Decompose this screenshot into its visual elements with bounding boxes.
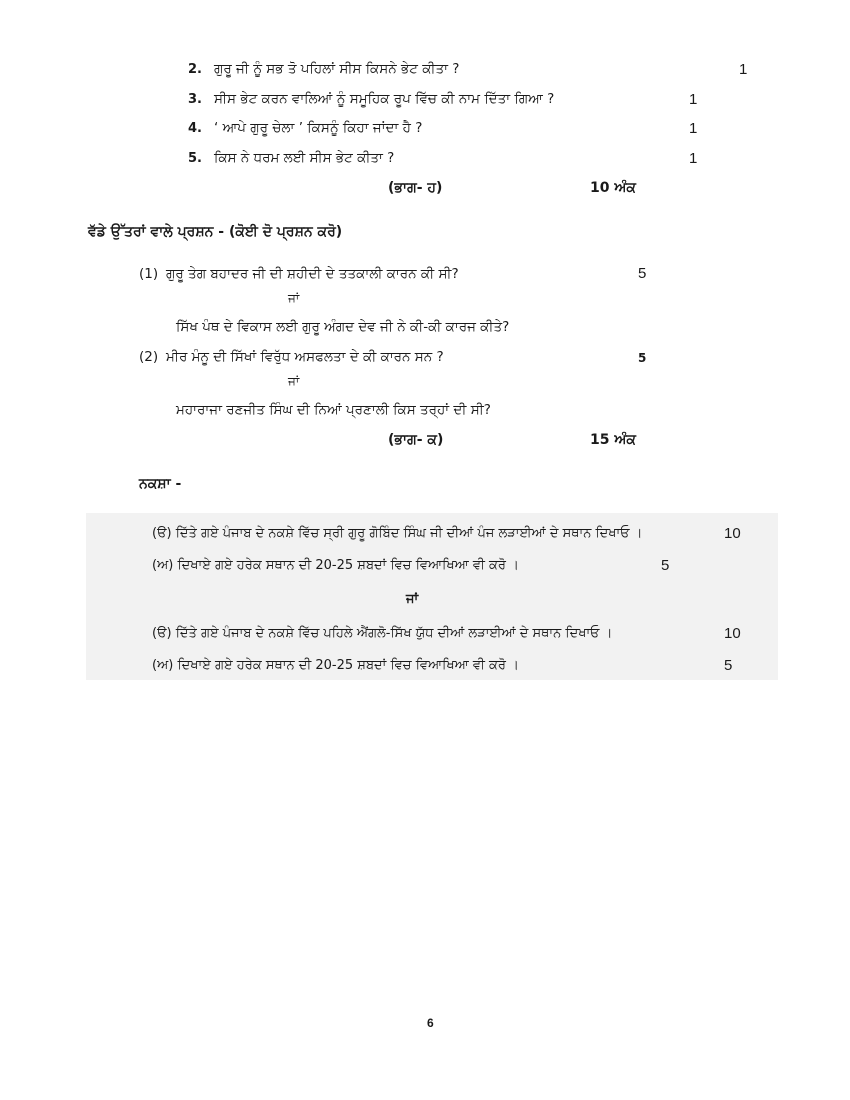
question-marks: 1 bbox=[689, 120, 698, 137]
question-marks: 1 bbox=[739, 61, 748, 78]
long-question-marks: 5 bbox=[638, 351, 647, 365]
section-marks: 10 ਅੰਕ bbox=[590, 180, 636, 196]
map-question-marks: 10 bbox=[724, 525, 741, 542]
section-label: (ਭਾਗ- ਹ) bbox=[388, 180, 443, 196]
map-heading: ਨਕਸ਼ਾ - bbox=[139, 476, 182, 492]
question-text: ਕਿਸ ਨੇ ਧਰਮ ਲਈ ਸੀਸ ਭੇਟ ਕੀਤਾ ? bbox=[214, 150, 395, 166]
map-question-text: (ਅ) ਦਿਖਾਏ ਗਏ ਹਰੇਕ ਸਥਾਨ ਦੀ 20-25 ਸ਼ਬਦਾਂ ਵਿਚ ਵਿਆਖਿਆ ਵੀ ਕਰੋ । bbox=[152, 558, 519, 573]
long-question-number: (2) bbox=[139, 349, 159, 365]
section-label: (ਭਾਗ- ਕ) bbox=[388, 432, 444, 448]
section-marks: 15 ਅੰਕ bbox=[590, 432, 636, 448]
map-question-marks: 5 bbox=[661, 557, 670, 574]
long-question-text: ਮੀਰ ਮੰਨੂ ਦੀ ਸਿੱਖਾਂ ਵਿਰੁੱਧ ਅਸਫਲਤਾ ਦੇ ਕੀ ਕਾਰਨ ਸਨ ? bbox=[166, 349, 444, 365]
long-question-alt: ਸਿੱਖ ਪੰਥ ਦੇ ਵਿਕਾਸ ਲਈ ਗੁਰੂ ਅੰਗਦ ਦੇਵ ਜੀ ਨੇ ਕੀ-ਕੀ ਕਾਰਜ ਕੀਤੇ? bbox=[176, 319, 510, 335]
question-number: 5. bbox=[188, 151, 202, 166]
long-answer-heading: ਵੱਡੇ ਉੱਤਰਾਂ ਵਾਲੇ ਪ੍ਰਸ਼ਨ - (ਕੋਈ ਦੋ ਪ੍ਰਸ਼ਨ ਕਰੋ) bbox=[88, 224, 343, 240]
question-text: ‘ ਆਪੇ ਗੁਰੂ ਚੇਲਾ ’ ਕਿਸਨੂੰ ਕਿਹਾ ਜਾਂਦਾ ਹੈ ? bbox=[214, 120, 423, 136]
long-question-alt: ਮਹਾਰਾਜਾ ਰਣਜੀਤ ਸਿੰਘ ਦੀ ਨਿਆਂ ਪ੍ਰਣਾਲੀ ਕਿਸ ਤਰ੍ਹਾਂ ਦੀ ਸੀ? bbox=[176, 402, 491, 418]
or-label: ਜਾਂ bbox=[406, 592, 419, 607]
question-text: ਸੀਸ ਭੇਟ ਕਰਨ ਵਾਲਿਆਂ ਨੂੰ ਸਮੂਹਿਕ ਰੂਪ ਵਿੱਚ ਕੀ ਨਾਮ ਦਿੱਤਾ ਗਿਆ ? bbox=[214, 91, 555, 107]
question-number: 3. bbox=[188, 92, 202, 107]
or-label: ਜਾਂ bbox=[288, 374, 300, 388]
question-text: ਗੁਰੂ ਜੀ ਨੂੰ ਸਭ ਤੋ ਪਹਿਲਾਂ ਸੀਸ ਕਿਸਨੇ ਭੇਟ ਕੀਤਾ ? bbox=[214, 61, 460, 77]
page-number: 6 bbox=[427, 1016, 434, 1030]
or-label: ਜਾਂ bbox=[288, 291, 300, 305]
question-marks: 1 bbox=[689, 91, 698, 108]
question-marks: 1 bbox=[689, 150, 698, 167]
map-question-text: (ੳ) ਦਿੱਤੇ ਗਏ ਪੰਜਾਬ ਦੇ ਨਕਸ਼ੇ ਵਿੱਚ ਸ੍ਰੀ ਗੁਰੂ ਗੋਬਿੰਦ ਸਿੰਘ ਜੀ ਦੀਆਂ ਪੰਜ ਲੜਾਈਆਂ ਦੇ ਸਥਾਨ ਦਿਖਾਓ । bbox=[152, 526, 643, 541]
map-question-text: (ੳ) ਦਿੱਤੇ ਗਏ ਪੰਜਾਬ ਦੇ ਨਕਸ਼ੇ ਵਿੱਚ ਪਹਿਲੇ ਐਂਗਲੋ-ਸਿੱਖ ਯੁੱਧ ਦੀਆਂ ਲੜਾਈਆਂ ਦੇ ਸਥਾਨ ਦਿਖਾਓ । bbox=[152, 626, 613, 641]
question-number: 4. bbox=[188, 121, 202, 136]
map-question-text: (ਅ) ਦਿਖਾਏ ਗਏ ਹਰੇਕ ਸਥਾਨ ਦੀ 20-25 ਸ਼ਬਦਾਂ ਵਿਚ ਵਿਆਖਿਆ ਵੀ ਕਰੋ । bbox=[152, 658, 519, 673]
map-question-marks: 10 bbox=[724, 625, 741, 642]
long-question-number: (1) bbox=[139, 266, 159, 282]
question-number: 2. bbox=[188, 62, 202, 77]
long-question-text: ਗੁਰੂ ਤੇਗ ਬਹਾਦਰ ਜੀ ਦੀ ਸ਼ਹੀਦੀ ਦੇ ਤਤਕਾਲੀ ਕਾਰਨ ਕੀ ਸੀ? bbox=[166, 266, 459, 282]
long-question-marks: 5 bbox=[638, 265, 647, 282]
map-question-marks: 5 bbox=[724, 657, 733, 674]
